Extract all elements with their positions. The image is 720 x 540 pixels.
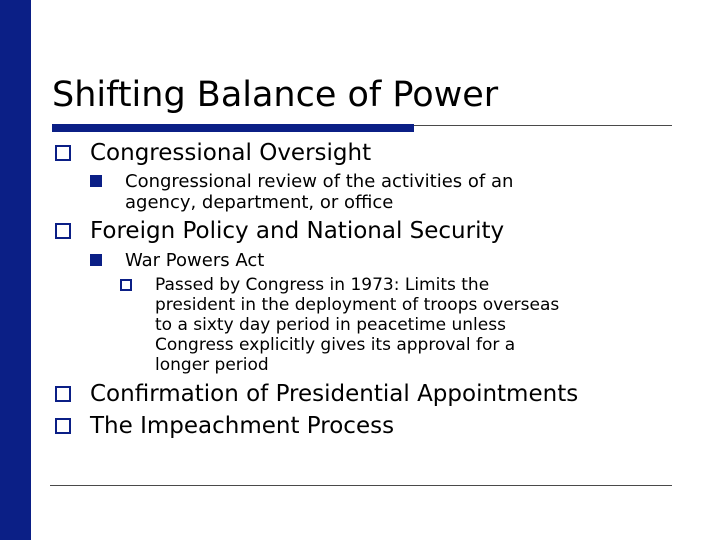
- bullet-text: The Impeachment Process: [90, 413, 395, 439]
- hollow-square-icon: [120, 279, 132, 291]
- hollow-square-icon: [55, 145, 71, 161]
- hollow-square-icon: [55, 386, 71, 402]
- hollow-square-icon: [55, 418, 71, 434]
- title-underline-thick: [52, 124, 414, 132]
- filled-square-icon: [90, 254, 102, 266]
- bullet-text: Congressional Oversight: [90, 140, 372, 166]
- sub-sub-bullet-line: to a sixty day period in peacetime unless: [155, 315, 506, 335]
- bullet-text: Foreign Policy and National Security: [90, 218, 505, 244]
- sub-bullet-line: War Powers Act: [125, 250, 265, 271]
- left-accent-bar: [0, 0, 31, 540]
- filled-square-icon: [90, 175, 102, 187]
- sub-sub-bullet-line: president in the deployment of troops overseas: [155, 295, 560, 315]
- sub-bullet-line: Congressional review of the activities of an: [125, 171, 514, 192]
- sub-bullet-line: agency, department, or office: [125, 192, 394, 213]
- sub-sub-bullet-line: Congress explicitly gives its approval for a: [155, 335, 516, 355]
- slide-title: Shifting Balance of Power: [52, 75, 499, 115]
- footer-rule: [50, 485, 672, 486]
- hollow-square-icon: [55, 223, 71, 239]
- title-underline-thin: [414, 125, 672, 126]
- sub-sub-bullet-line: Passed by Congress in 1973: Limits the: [155, 275, 490, 295]
- sub-sub-bullet-line: longer period: [155, 355, 269, 375]
- bullet-text: Confirmation of Presidential Appointments: [90, 381, 579, 407]
